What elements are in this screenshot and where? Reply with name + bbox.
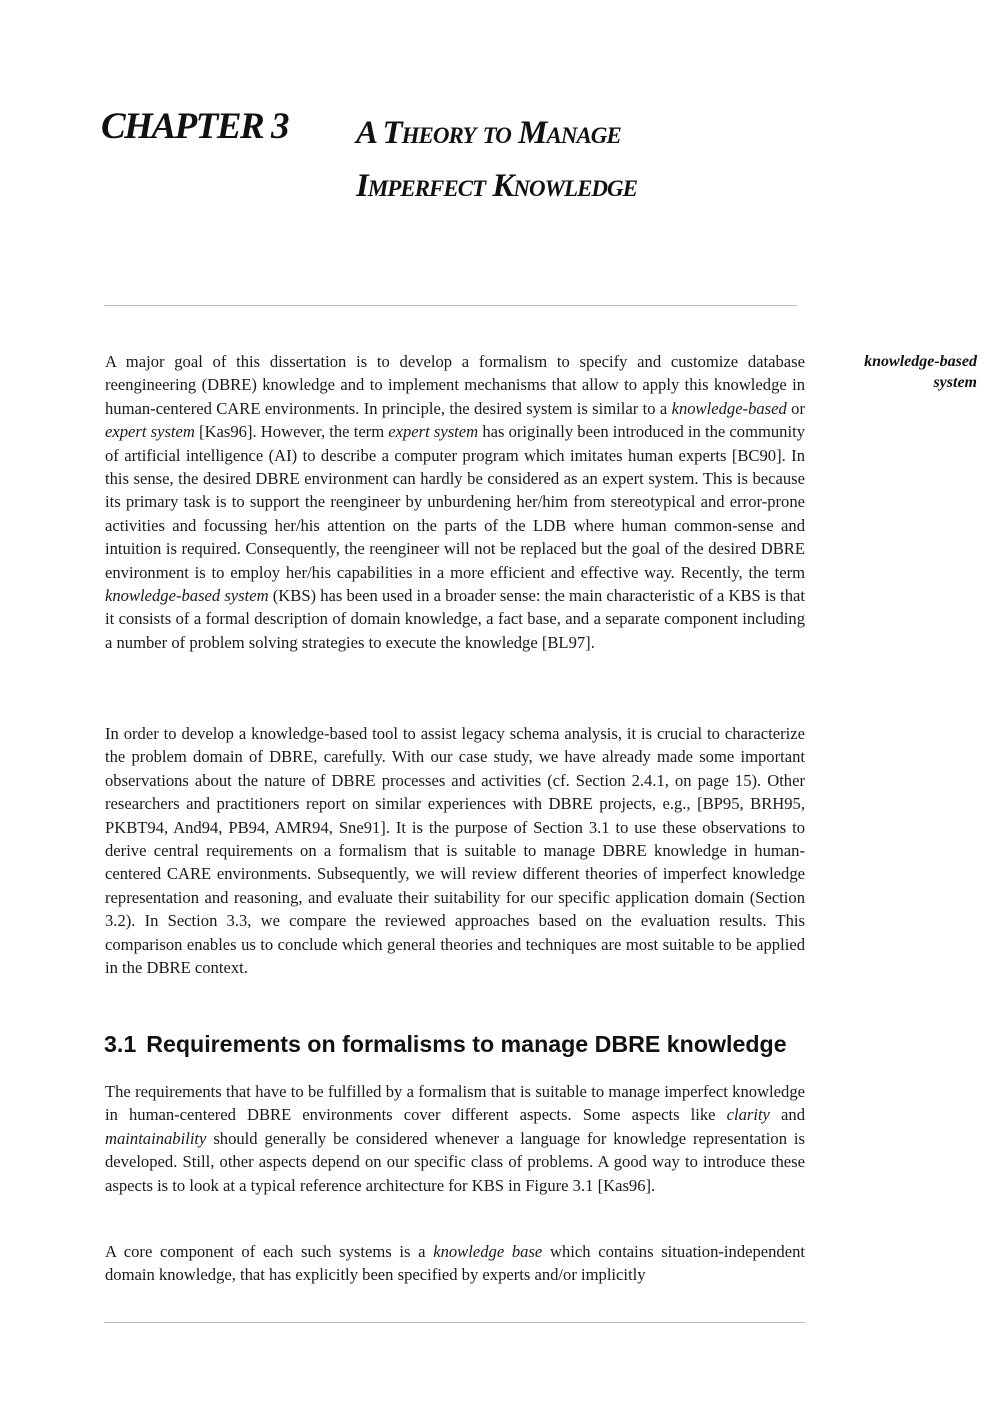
text-run: [Kas96]. However, the term [194, 422, 389, 442]
text-run: A core component of each such systems is a [105, 1242, 434, 1261]
section-number: 3.1 [104, 1031, 137, 1057]
margin-note-line-2: system [933, 374, 977, 391]
text-run: has originally been introduced in the community of artificial intelligence (AI) to describe a computer program which imitates human experts [BC90]. In this sense, the desired DBRE environment can hardly be considered as an expert system. This is because its primary task is to support the reengineer by unburdening her/him from stereotypical and error-prone activities and focussing her/his attention on the parts of the LDB where human common-sense and intuition is required. Consequently, the reengineer will not be replaced but the goal of the desired DBRE environment is to employ her/his capabilities in a more efficient and effective way. Recently, the term [105, 422, 805, 582]
emphasis-term: clarity [726, 1105, 770, 1125]
emphasis-term: expert system [105, 422, 195, 442]
chapter-title [356, 107, 637, 213]
paragraph-outline: In order to develop a knowledge-based tool to assist legacy schema analysis, it is crucial to characterize the problem domain of DBRE, carefully. With our case study, we have already made some important observations about the nature of DBRE processes and activities (cf. Section 2.4.1, on page 15). Other researchers and practitioners report on similar experiences with DBRE projects, e.g., [BP95, BRH95, PKBT94, And94, PB94, AMR94, Sne91]. It is the purpose of Section 3.1 to use these observations to derive central requirements on a formalism that is suitable to manage DBRE knowledge in human-centered CARE environments. Subsequently, we will review different theories of imperfect knowledge representation and reasoning, and evaluate their suitability for our specific application domain (Section 3.2). In Section 3.3, we compare the reviewed approaches based on the evaluation results. This comparison enables us to conclude which general theories and techniques are most suitable to be applied in the DBRE context. [105, 724, 805, 978]
paragraph-knowledge-base [105, 1240, 805, 1287]
text-run: which contains situation-independent domain knowledge, that has explicitly been specified by experts and/or implicitly [105, 1242, 806, 1285]
top-divider [104, 305, 797, 306]
text-run: should generally be considered whenever a language for knowledge representation is developed. Still, other aspects depend on our specific class of problems. A good way to introduce these aspects is to look at a typical reference architecture for KBS in Figure 3.1 [Kas96]. [105, 1128, 805, 1195]
text-run: or [786, 398, 805, 418]
emphasis-term: knowledge-based [671, 398, 787, 418]
margin-note-line-1: knowledge-based [864, 353, 977, 370]
text-run: and [769, 1105, 805, 1125]
emphasis-term: expert system [388, 422, 479, 442]
text-run: A major goal of this dissertation is to develop a formalism to specify and customize database reengineering (DBRE) knowledge and to implement mechanisms that allow to apply this knowledge in human-centered CARE environments. In principle, the desired system is similar to a [105, 352, 805, 418]
text-run: The requirements that have to be fulfilled by a formalism that is suitable to manage imperfect knowledge in human-centered DBRE environments cover different aspects. Some aspects like [105, 1082, 805, 1125]
chapter-number: CHAPTER 3 [101, 106, 288, 147]
text-run: (KBS) has been used in a broader sense: the main characteristic of a KBS is that it consists of a formal description of domain knowledge, a fact base, and a separate component including a number of problem solving strategies to execute the knowledge [BL97]. [105, 586, 805, 652]
emphasis-term: maintainability [105, 1128, 207, 1148]
paragraph-intro [105, 350, 805, 654]
chapter-title-line-2: Imperfect Knowledge [356, 168, 637, 204]
paragraph-requirements [105, 1080, 805, 1197]
section-title: Requirements on formalisms to manage DBRE knowledge [146, 1031, 787, 1057]
emphasis-term: knowledge-based system [105, 586, 269, 606]
chapter-title-line-1: A Theory to Manage [356, 115, 621, 151]
margin-note [838, 351, 977, 393]
section-heading [104, 1031, 824, 1058]
bottom-divider [104, 1322, 805, 1323]
emphasis-term: knowledge base [433, 1242, 543, 1261]
